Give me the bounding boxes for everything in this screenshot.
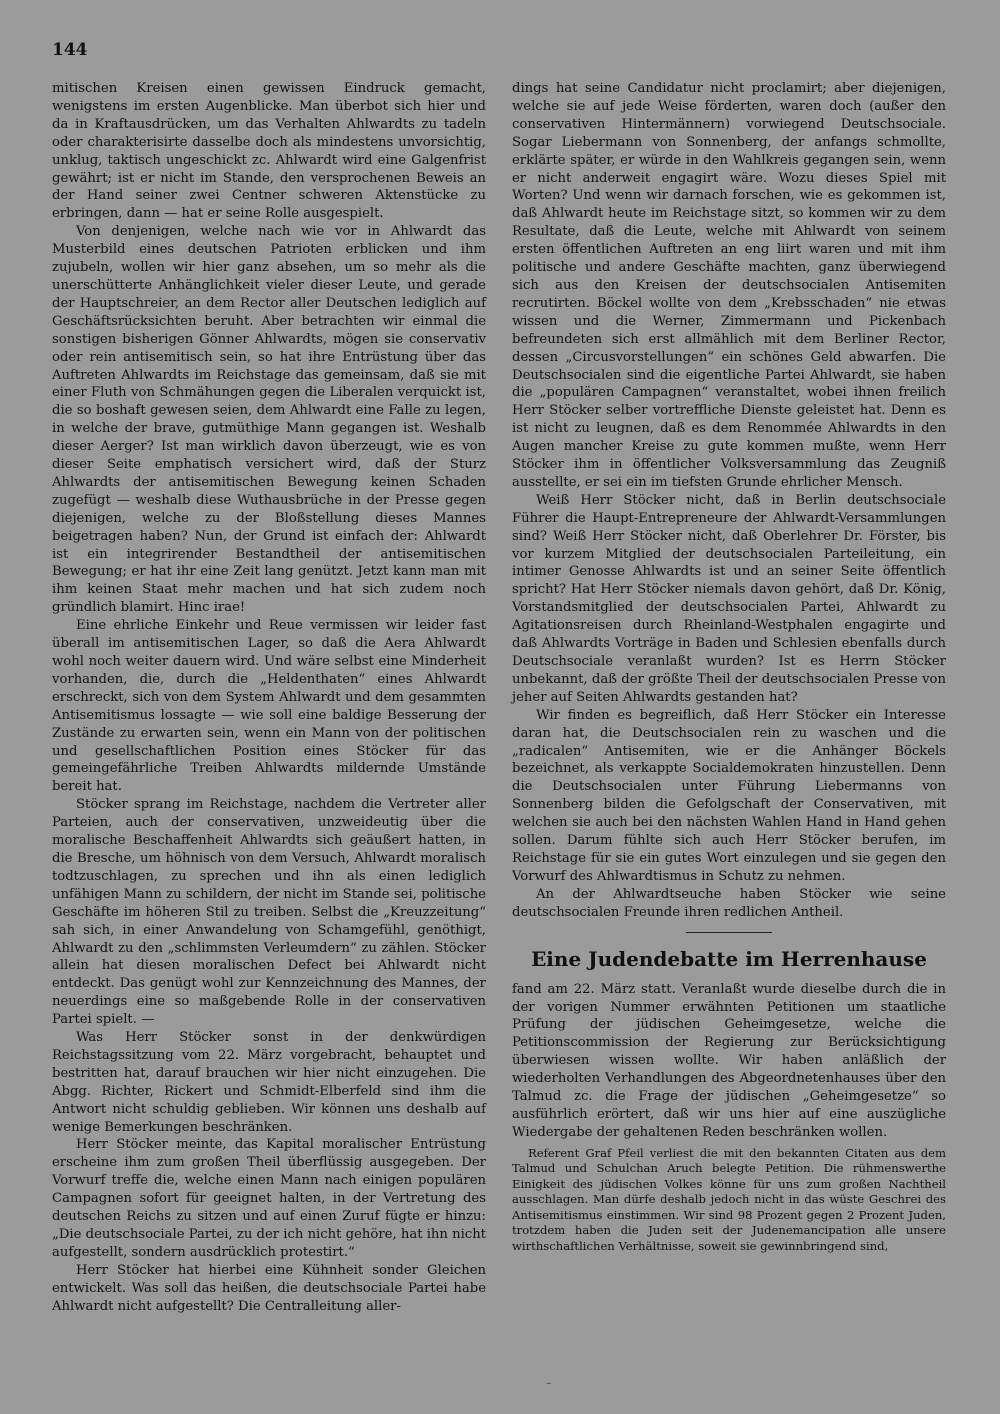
- section-heading: Eine Judendebatte im Herrenhause: [531, 946, 927, 971]
- section-lead-paragraph: fand am 22. März statt. Veranlaßt wurde dieselbe durch die in der vorigen Nummer erwähnten Petitionen um staatliche Prüfung der jüdischen Geheimgesetze, welche die Petitionscommission der Regierung zur Berücksichtigung überwiesen wissen wollte. Wir haben anläßlich der wiederholten Verhandlungen des Abgeordnetenhauses über den Talmud zc. die Frage der jüdischen „Geheimgesetze“ so ausführlich erörtert, daß wir uns hier auf eine auszügliche Wiedergabe der gehaltenen Reden beschränken wollen.: [512, 981, 946, 1140]
- left-paragraph-5: Was Herr Stöcker sonst in der denkwürdigen Reichstagssitzung vom 22. März vorgebracht, behauptet und bestritten hat, darauf brauchen wir hier nicht einzugehen. Die Abgg. Richter, Rickert und Schmidt-Elberfeld sind ihm die Antwort nicht schuldig geblieben. Wir können uns deshalb auf wenige Bemerkungen beschränken.: [52, 1030, 486, 1135]
- right-paragraph-3: Wir finden es begreiflich, daß Herr Stöcker ein Interesse daran hat, die Deutschsocialen rein zu waschen und die „radicalen“ Antisemiten, wie er die Anhänger Böckels bezeichnet, als verkappte Socialdemokraten hinzustellen. Denn die Deutschsocialen unter Führung Liebermanns von Sonnenberg bilden die Gefolgschaft der Conservativen, mit welchen sie auch bei den nächsten Wahlen Hand in Hand gehen sollen. Darum fühlte sich auch Herr Stöcker berufen, im Reichstage für sie ein gutes Wort einzulegen und sie gegen den Vorwurf des Ahlwardtismus in Schutz zu nehmen.: [512, 707, 946, 884]
- right-paragraph-1: dings hat seine Candidatur nicht proclamirt; aber diejenigen, welche sie auf jede Weise förderten, waren doch (außer den conservativen Hintermännern) vorwiegend Deutschsociale. Sogar Liebermann von Sonnenberg, der anfangs schmollte, erklärte später, er würde in den Wahlkreis gegangen sein, wenn er nicht anderweit engagirt wäre. Wozu dieses Spiel mit Worten? Und wenn wir darnach forschen, wie es gekommen ist, daß Ahlwardt heute im Reichstage sitzt, so kommen wir zu dem Resultate, daß die Leute, welche mit Ahlwardt von seinem ersten öffentlichen Auftreten an eng liirt waren und mit ihm politische und andere Geschäfte machten, ganz überwiegend sich aus den Kreisen der deutschsocialen Antisemiten recrutirten. Böckel wollte von dem „Krebsschaden“ nie etwas wissen und die Werner, Zimmermann und Pickenbach befreundeten sich erst allmählich mit dem Berliner Rector, dessen „Circusvorstellungen“ ein schönes Geld abwarfen. Die Deutschsocialen sind die eigentliche Partei Ahlwardt, sie haben die „populären Campagnen“ veranstaltet, wobei ihnen freilich Herr Stöcker selber vortreffliche Dienste geleistet hat. Denn es ist nicht zu leugnen, daß es dem Renommée Ahlwardts in den Augen mancher Kreise zu gute kommen mußte, wenn Herr Stöcker ihm in öffentlicher Volksversammlung das Zeugniß ausstellte, er sei ein im tiefsten Grunde ehrlicher Mensch.: [512, 81, 946, 490]
- left-paragraph-6: Herr Stöcker meinte, das Kapital moralischer Entrüstung erscheine ihm zum großen Theil überflüssig ausgegeben. Der Vorwurf treffe die, welche einen Mann nach einigen populären Campagnen sofort für geeignet halten, in der Vertretung des deutschen Reichs zu sitzen und auf einen Zuruf fügte er hinzu: „Die deutschsociale Partei, zu der ich nicht gehöre, hat ihn nicht aufgestellt, sondern ausdrücklich protestirt.“: [52, 1137, 486, 1260]
- right-paragraph-4: An der Ahlwardtseuche haben Stöcker wie seine deutschsocialen Freunde ihren redlichen Antheil.: [512, 886, 946, 920]
- page-number: 144: [52, 40, 88, 60]
- right-paragraph-2: Weiß Herr Stöcker nicht, daß in Berlin deutschsociale Führer die Haupt-Entrepreneure der Ahlwardt-Versammlungen sind? Weiß Herr Stöcker nicht, daß Oberlehrer Dr. Förster, bis vor kurzem Mitglied der deutschsocialen Parteileitung, ein intimer Genosse Ahlwardts ist und an seiner Seite öffentlich spricht? Hat Herr Stöcker niemals davon gehört, daß Dr. König, Vorstandsmitglied der deutschsocialen Partei, Ahlwardt zu Agitationsreisen durch Rheinland-Westphalen engagirte und daß Ahlwardts Vorträge in Baden und Schlesien ebenfalls durch Deutschsociale veranlaßt wurden? Ist es Herrn Stöcker unbekannt, daß der größte Theil der deutschsocialen Presse von jeher auf Seiten Ahlwardts gestanden hat?: [512, 492, 946, 705]
- left-column: [52, 80, 486, 1316]
- left-paragraph-7: Herr Stöcker hat hierbei eine Kühnheit sonder Gleichen entwickelt. Was soll das heißen, die deutschsociale Partei habe Ahlwardt nicht aufgestellt? Die Centralleitung aller-: [52, 1262, 486, 1314]
- right-column: [512, 80, 946, 1254]
- left-paragraph-2: Von denjenigen, welche nach wie vor in Ahlwardt das Musterbild eines deutschen Patrioten erblicken und ihm zujubeln, wollen wir hier ganz absehen, um so mehr als die unerschütterte Anhänglichkeit vieler dieser Leute, und gerade der Hauptschreier, an dem Rector aller Deutschen lediglich auf Geschäftsrücksichten beruht. Aber betrachten wir einmal die sonstigen bisherigen Gönner Ahlwardts, mögen sie conservativ oder rein antisemitisch sein, so hat ihre Entrüstung über das Auftreten Ahlwardts im Reichstage das gemeinsam, daß sie mit einer Fluth von Schmähungen gegen die Liberalen verquickt ist, die so boshaft gewesen seien, dem Ahlwardt eine Falle zu legen, in welche der brave, gutmüthige Mann gegangen ist. Weshalb dieser Aerger? Ist man wirklich davon überzeugt, wie es von dieser Seite emphatisch versichert wird, daß der Sturz Ahlwardts der antisemitischen Bewegung keinen Schaden zugefügt — weshalb diese Wuthausbrüche in der Presse gegen diejenigen, welche zu der Bloßstellung dieses Mannes beigetragen haben? Nun, der Grund ist einfach der: Ahlwardt ist ein integrirender Bestandtheil der antisemitischen Bewegung; er hat ihr eine Zeit lang genützt. Jetzt kann man mit ihm keinen Staat mehr machen und hat sich zudem noch gründlich blamirt. Hinc irae!: [52, 224, 486, 616]
- left-paragraph-4: Stöcker sprang im Reichstage, nachdem die Vertreter aller Parteien, auch der conservativen, unzweideutig über die moralische Beschaffenheit Ahlwardts sich geäußert hatten, in die Bresche, um höhnisch von dem Versuch, Ahlwardt moralisch todtzuschlagen, zu sprechen und ihn als einen lediglich unfähigen Mann zu schildern, der nicht im Stande sei, politische Geschäfte im höheren Stil zu treiben. Selbst die „Kreuzzeitung“ sah sich, in einer Anwandelung von Schamgefühl, genöthigt, Ahlwardt zu den „schlimmsten Verleumdern“ zu zählen. Stöcker allein hat diesen moralischen Defect bei Ahlwardt nicht entdeckt. Das genügt wohl zur Kennzeichnung des Mannes, der neuerdings eine so maßgebende Rolle in der conservativen Partei spielt. —: [52, 797, 486, 1028]
- footer-mark: –: [546, 1378, 551, 1389]
- left-paragraph-1: mitischen Kreisen einen gewissen Eindruck gemacht, wenigstens im ersten Augenblicke. Man überbot sich hier und da in Kraftausdrücken, um das Verhalten Ahlwardts zu tadeln oder charakterisirte dasselbe doch als mindestens unvorsichtig, unklug, taktisch ungeschickt zc. Ahlwardt wird eine Galgenfrist gewährt; ist er nicht im Stande, den versprochenen Beweis an der Hand seiner zwei Centner schweren Aktenstücke zu erbringen, dann — hat er seine Rolle ausgespielt.: [52, 81, 486, 222]
- left-paragraph-3: Eine ehrliche Einkehr und Reue vermissen wir leider fast überall im antisemitischen Lager, so daß die Aera Ahlwardt wohl noch weiter dauern wird. Und wäre selbst eine Minderheit vorhanden, die, durch die „Heldenthaten“ eines Ahlwardt erschreckt, sich von dem System Ahlwardt und dem gesammten Antisemitismus lossagte — wie soll eine baldige Besserung der Zustände zu erwarten sein, wenn ein Mann von der politischen und gesellschaftlichen Position eines Stöcker für das gemeingefährliche Treiben Ahlwardts mildernde Umstände bereit hat.: [52, 618, 486, 795]
- section-divider: [686, 932, 772, 933]
- section-small-paragraph: Referent Graf Pfeil verliest die mit den bekannten Citaten aus dem Talmud und Schulchan Aruch belegte Petition. Die rühmenswerthe Einigkeit des jüdischen Volkes könne für uns zum großen Nachtheil ausschlagen. Man dürfe deshalb jedoch nicht in das wüste Geschrei des Antisemitismus einstimmen. Wir sind 98 Prozent gegen 2 Prozent Juden, trotzdem haben die Juden seit der Judenemancipation alle unsere wirthschaftlichen Verhältnisse, soweit sie gewinnbringend sind,: [512, 1145, 946, 1253]
